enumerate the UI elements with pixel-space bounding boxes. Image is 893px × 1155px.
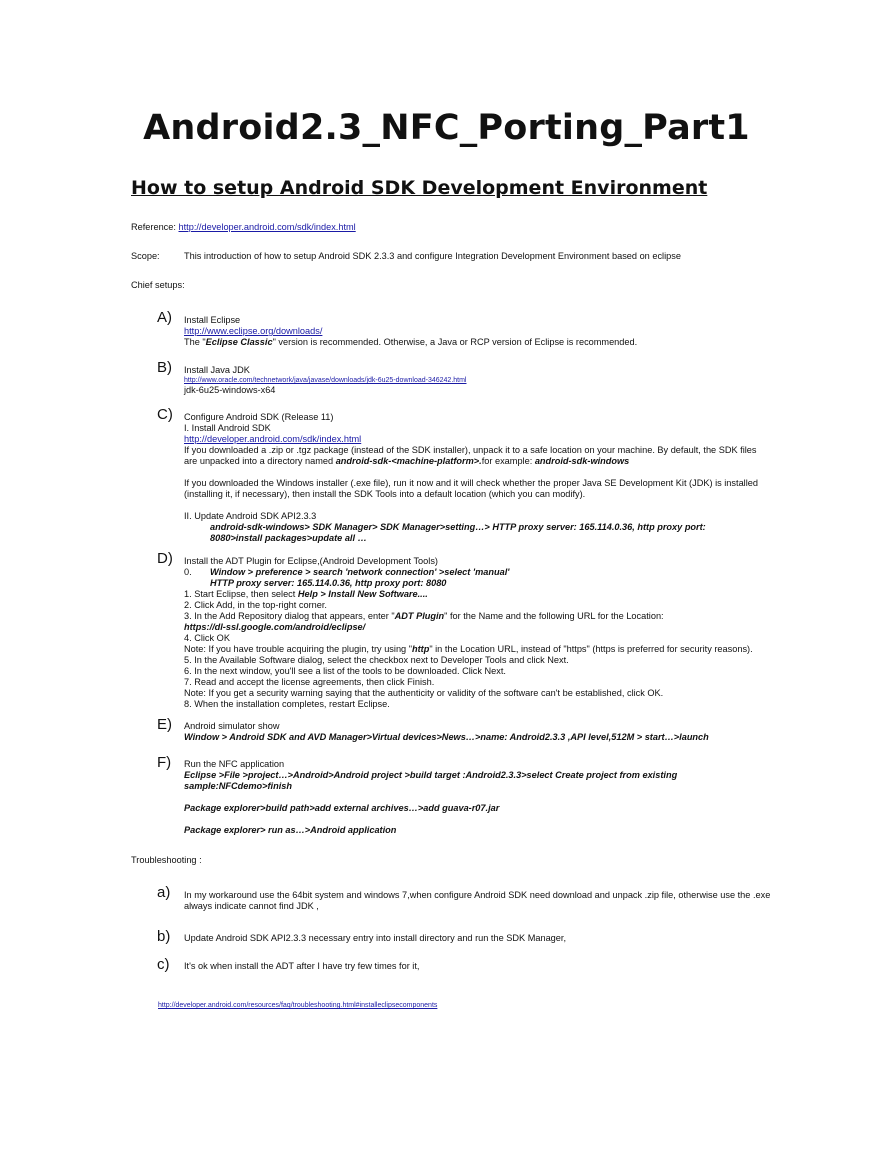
- step-f-path2: Package explorer>build path>add external archives…>add guava-r07.jar: [184, 803, 500, 813]
- reference-label: Reference:: [131, 222, 179, 232]
- step-c-sub2: II. Update Android SDK API2.3.3: [184, 511, 317, 521]
- step-letter-a: A): [157, 309, 172, 326]
- sdk-download-link[interactable]: http://developer.android.com/sdk/index.html: [184, 434, 362, 444]
- step-d-line4: 4. Click OK: [184, 633, 230, 643]
- trouble-c-line1: It's ok when install the ADT after I have try few times for it,: [184, 961, 420, 971]
- step-d-line1: 1. Start Eclipse, then select Help > Install New Software....: [184, 589, 428, 599]
- step-a-title: Install Eclipse: [184, 315, 241, 325]
- scope-text: This introduction of how to setup Android SDK 2.3.3 and configure Integration Development Environment based on eclipse: [184, 251, 681, 261]
- step-c-path1: android-sdk-windows> SDK Manager> SDK Manager>setting…> HTTP proxy server: 165.114.0.36, http proxy port:: [210, 522, 706, 532]
- step-d-line6: 6. In the next window, you'll see a list of the tools to be downloaded. Click Next.: [184, 666, 506, 676]
- step-e-path: Window > Android SDK and AVD Manager>Virtual devices>News…>name: Android2.3.3 ,API level,512M > start…>launch: [184, 732, 709, 742]
- trouble-letter-a: a): [157, 884, 171, 901]
- step-letter-f: F): [157, 754, 172, 771]
- step-d-line7: 7. Read and accept the license agreements, then click Finish.: [184, 677, 435, 687]
- page-title: Android2.3_NFC_Porting_Part1: [143, 108, 750, 148]
- chief-setups-label: Chief setups:: [131, 280, 185, 290]
- step-f-path1: Eclipse >File >project…>Android>Android project >build target :Android2.3.3>select Create project from existing: [184, 770, 678, 780]
- step-letter-c: C): [157, 406, 173, 423]
- step-c-paragraph1: If you downloaded a .zip or .tgz package (instead of the SDK installer), unpack it to a safe location on your machine. By default, the SDK files are unpacked into a directory named android-sdk-<machine-platform>.for example: android-sdk-windows: [184, 445, 757, 466]
- step-f-path3: Package explorer> run as…>Android application: [184, 825, 397, 835]
- step-c: [184, 412, 764, 544]
- trouble-letter-c: c): [157, 956, 170, 973]
- step-f: [184, 759, 764, 836]
- step-c-title: Configure Android SDK (Release 11): [184, 412, 334, 422]
- adt-plugin-url: https://dl-ssl.google.com/android/eclipse/: [184, 622, 366, 632]
- troubleshooting-heading: Troubleshooting :: [131, 855, 202, 865]
- step-d-line0: 0. Window > preference > search 'network connection' >select 'manual': [184, 567, 510, 577]
- step-d: [184, 556, 764, 710]
- step-letter-b: B): [157, 359, 172, 376]
- jdk-file-name: jdk-6u25-windows-x64: [184, 385, 276, 395]
- step-e: [184, 721, 764, 743]
- trouble-letter-b: b): [157, 928, 171, 945]
- scope-label: Scope:: [131, 251, 160, 261]
- eclipse-download-link[interactable]: http://www.eclipse.org/downloads/: [184, 326, 323, 336]
- step-d-line8: 8. When the installation completes, restart Eclipse.: [184, 699, 390, 709]
- step-a: [184, 315, 764, 348]
- step-d-note2: Note: If you get a security warning saying that the authenticity or validity of the software can't be established, click OK.: [184, 688, 664, 698]
- trouble-b-line1: Update Android SDK API2.3.3 necessary entry into install directory and run the SDK Manager,: [184, 933, 567, 943]
- step-letter-e: E): [157, 716, 172, 733]
- step-d-line5: 5. In the Available Software dialog, select the checkbox next to Developer Tools and click Next.: [184, 655, 569, 665]
- reference-line: [131, 222, 356, 233]
- step-d-line3: 3. In the Add Repository dialog that appears, enter "ADT Plugin" for the Name and the following URL for the Location:: [184, 611, 664, 621]
- step-d-line2: 2. Click Add, in the top-right corner.: [184, 600, 327, 610]
- troubleshooting-faq-link[interactable]: http://developer.android.com/resources/faq/troubleshooting.html#installeclipsecomponents: [158, 1002, 438, 1009]
- trouble-a-line2: always indicate cannot find JDK ,: [184, 901, 319, 911]
- step-c-sub1: I. Install Android SDK: [184, 423, 271, 433]
- step-d-note1: Note: If you have trouble acquiring the plugin, try using "http" in the Location URL, instead of "https" (https is preferred for security reasons).: [184, 644, 753, 654]
- step-f-path1b: sample:NFCdemo>finish: [184, 781, 292, 791]
- step-c-paragraph2: If you downloaded the Windows installer (.exe file), run it now and it will check whether the proper Java SE Development Kit (JDK) is installed (installing it, if necessary), then install the SDK Tools into a default location (which you can modify).: [184, 478, 758, 499]
- step-b-title: Install Java JDK: [184, 365, 250, 375]
- step-b: [184, 365, 764, 396]
- trouble-a-line1: In my workaround use the 64bit system and windows 7,when configure Android SDK need download and unpack .zip file, otherwise use the .exe: [184, 890, 771, 900]
- section-heading: How to setup Android SDK Development Environment: [131, 177, 708, 199]
- step-letter-d: D): [157, 550, 173, 567]
- step-f-title: Run the NFC application: [184, 759, 285, 769]
- step-d-proxy: HTTP proxy server: 165.114.0.36, http proxy port: 8080: [210, 578, 447, 588]
- jdk-download-link[interactable]: http://www.oracle.com/technetwork/java/javase/downloads/jdk-6u25-download-346242.html: [184, 377, 467, 384]
- trouble-item-a: [184, 890, 771, 912]
- step-c-path2: 8080>install packages>update all …: [210, 533, 367, 543]
- step-e-title: Android simulator show: [184, 721, 280, 731]
- step-d-title: Install the ADT Plugin for Eclipse,(Android Development Tools): [184, 556, 438, 566]
- reference-link[interactable]: http://developer.android.com/sdk/index.html: [178, 222, 356, 232]
- step-a-note: The "Eclipse Classic" version is recommended. Otherwise, a Java or RCP version of Eclipse is recommended.: [184, 337, 638, 347]
